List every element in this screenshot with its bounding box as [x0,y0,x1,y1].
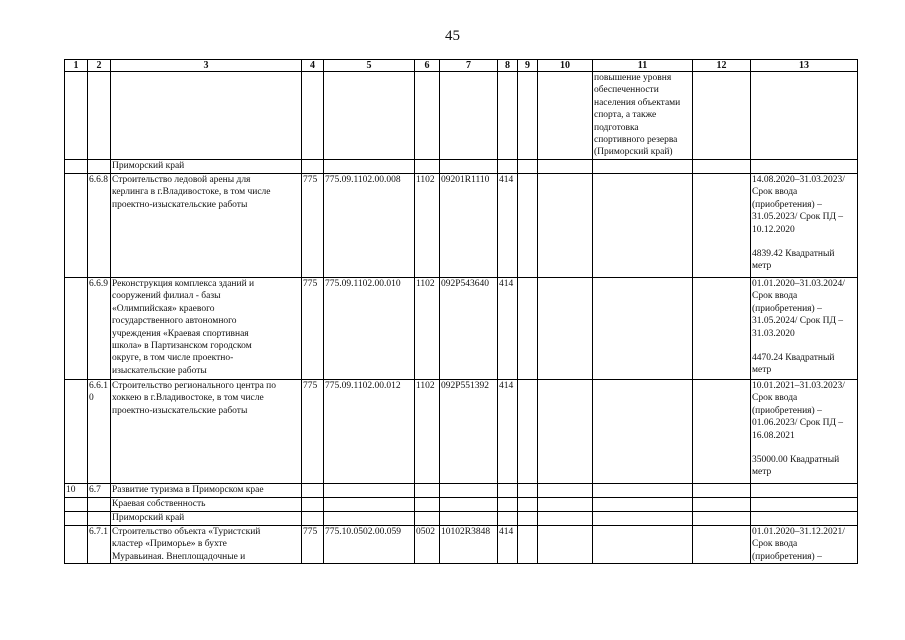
item-code-cell: 6.7 [88,484,111,498]
col10-cell [538,72,593,160]
object-code-cell: 775.10.0502.00.059 [324,526,415,564]
table-row [65,484,858,498]
table-row [65,278,858,380]
header-cell: 1 [65,60,88,72]
header-cell: 3 [111,60,302,72]
row-number-cell [65,160,88,174]
col10-cell [538,160,593,174]
col12-cell [693,512,751,526]
section-code-cell [415,72,440,160]
table-row [65,512,858,526]
col10-cell [538,174,593,278]
target-article-cell: 09201R1110 [440,174,498,278]
item-code-cell: 6.6.1 0 [88,380,111,484]
row-number-cell [65,526,88,564]
grbs-code-cell: 775 [302,526,324,564]
grbs-code-cell [302,498,324,512]
header-cell: 10 [538,60,593,72]
terms-capacity-cell [751,526,858,564]
result-cell [593,380,693,484]
col10-cell [538,498,593,512]
result-cell [593,512,693,526]
table-row [65,498,858,512]
row-number-cell: 10 [65,484,88,498]
investment-objects-table [64,59,858,564]
object-code-cell [324,484,415,498]
expense-type-cell: 414 [498,174,518,278]
object-code-cell [324,498,415,512]
header-cell: 13 [751,60,858,72]
header-cell: 2 [88,60,111,72]
section-code-cell: 1102 [415,380,440,484]
col10-cell [538,484,593,498]
section-code-cell [415,512,440,526]
row-number-cell [65,512,88,526]
table-header-row [65,60,858,72]
col9-cell [518,174,538,278]
terms-capacity-cell [751,484,858,498]
terms-capacity-cell [751,72,858,160]
item-code-cell: 6.6.8 [88,174,111,278]
header-cell: 9 [518,60,538,72]
header-cell: 5 [324,60,415,72]
col9-cell [518,526,538,564]
table-row [65,72,858,160]
terms-capacity-cell [751,498,858,512]
object-name-cell: Строительство ледовой арены для керлинга в г.Владивостоке, в том числе проектно-изыскательские работы [111,174,302,278]
object-name-cell: Приморский край [111,160,302,174]
object-code-cell: 775.09.1102.00.012 [324,380,415,484]
section-code-cell [415,160,440,174]
col9-cell [518,380,538,484]
terms-text: 01.01.2020–31.03.2024/ Срок ввода (приобретения) – 31.05.2024/ Срок ПД – 31.03.2020 [752,279,845,339]
item-code-cell [88,498,111,512]
terms-capacity-cell [751,160,858,174]
col12-cell [693,160,751,174]
result-cell [593,526,693,564]
col12-cell [693,72,751,160]
target-article-cell: 092P551392 [440,380,498,484]
target-article-cell [440,484,498,498]
item-code-cell: 6.7.1 [88,526,111,564]
col12-cell [693,380,751,484]
col9-cell [518,512,538,526]
item-code-cell [88,160,111,174]
object-code-cell: 775.09.1102.00.008 [324,174,415,278]
row-number-cell [65,72,88,160]
object-name-cell: Краевая собственность [111,498,302,512]
target-article-cell: 092P543640 [440,278,498,380]
section-code-cell: 0502 [415,526,440,564]
target-article-cell [440,72,498,160]
result-cell [593,498,693,512]
grbs-code-cell: 775 [302,174,324,278]
col9-cell [518,278,538,380]
expense-type-cell [498,512,518,526]
col10-cell [538,380,593,484]
expense-type-cell [498,160,518,174]
result-cell [593,484,693,498]
capacity-text: 35000.00 Квадратный метр [752,455,840,478]
header-cell: 4 [302,60,324,72]
header-cell: 12 [693,60,751,72]
col9-cell [518,498,538,512]
target-article-cell [440,512,498,526]
page-number: 45 [445,28,460,44]
target-article-cell: 10102R3848 [440,526,498,564]
table-row [65,380,858,484]
object-name-cell [111,72,302,160]
object-name-cell: Строительство объекта «Туристский кластер «Приморье» в бухте Муравьиная. Внеплощадочные и [111,526,302,564]
row-number-cell [65,278,88,380]
grbs-code-cell [302,72,324,160]
object-name-cell: Строительство регионального центра по хоккею в г.Владивостоке, в том числе проектно-изыскательские работы [111,380,302,484]
table-row [65,174,858,278]
object-code-cell [324,160,415,174]
target-article-cell [440,498,498,512]
expense-type-cell: 414 [498,278,518,380]
col10-cell [538,278,593,380]
capacity-text: 4839.42 Квадратный метр [752,249,835,272]
terms-text: 14.08.2020–31.03.2023/ Срок ввода (приобретения) – 31.05.2023/ Срок ПД – 10.12.2020 [752,175,845,235]
section-code-cell: 1102 [415,278,440,380]
expense-type-cell: 414 [498,380,518,484]
section-code-cell [415,484,440,498]
header-cell: 11 [593,60,693,72]
result-cell [593,278,693,380]
col12-cell [693,498,751,512]
table-row [65,526,858,564]
result-cell: повышение уровня обеспеченности населения объектами спорта, а также подготовка спортивного резерва (Приморский край) [593,72,693,160]
col12-cell [693,526,751,564]
grbs-code-cell [302,512,324,526]
col10-cell [538,512,593,526]
col10-cell [538,526,593,564]
header-cell: 6 [415,60,440,72]
terms-text: 10.01.2021–31.03.2023/ Срок ввода (приобретения) – 01.06.2023/ Срок ПД – 16.08.2021 [752,381,845,441]
table-row [65,160,858,174]
item-code-cell [88,512,111,526]
object-code-cell [324,72,415,160]
terms-capacity-cell [751,512,858,526]
grbs-code-cell: 775 [302,380,324,484]
object-name-cell: Приморский край [111,512,302,526]
result-cell [593,160,693,174]
row-number-cell [65,380,88,484]
row-number-cell [65,498,88,512]
col12-cell [693,174,751,278]
expense-type-cell [498,498,518,512]
object-code-cell [324,512,415,526]
col9-cell [518,160,538,174]
terms-capacity-cell [751,174,858,278]
grbs-code-cell [302,484,324,498]
col9-cell [518,484,538,498]
section-code-cell: 1102 [415,174,440,278]
grbs-code-cell [302,160,324,174]
header-cell: 7 [440,60,498,72]
col9-cell [518,72,538,160]
col12-cell [693,484,751,498]
terms-capacity-cell [751,278,858,380]
expense-type-cell [498,484,518,498]
object-code-cell: 775.09.1102.00.010 [324,278,415,380]
col12-cell [693,278,751,380]
capacity-text: 4470.24 Квадратный метр [752,353,835,376]
item-code-cell [88,72,111,160]
object-name-cell: Развитие туризма в Приморском крае [111,484,302,498]
terms-capacity-cell [751,380,858,484]
item-code-cell: 6.6.9 [88,278,111,380]
grbs-code-cell: 775 [302,278,324,380]
header-cell: 8 [498,60,518,72]
row-number-cell [65,174,88,278]
section-code-cell [415,498,440,512]
expense-type-cell [498,72,518,160]
target-article-cell [440,160,498,174]
expense-type-cell: 414 [498,526,518,564]
terms-text: 01.01.2020–31.12.2021/ Срок ввода (приобретения) – [752,527,845,562]
object-name-cell: Реконструкция комплекса зданий и сооружений филиал - базы «Олимпийская» краевого государственного автономного учреждения «Краевая спортивная школа» в Партизанском городском округе, в том числе проектно- изыскательские работы [111,278,302,380]
result-cell [593,174,693,278]
